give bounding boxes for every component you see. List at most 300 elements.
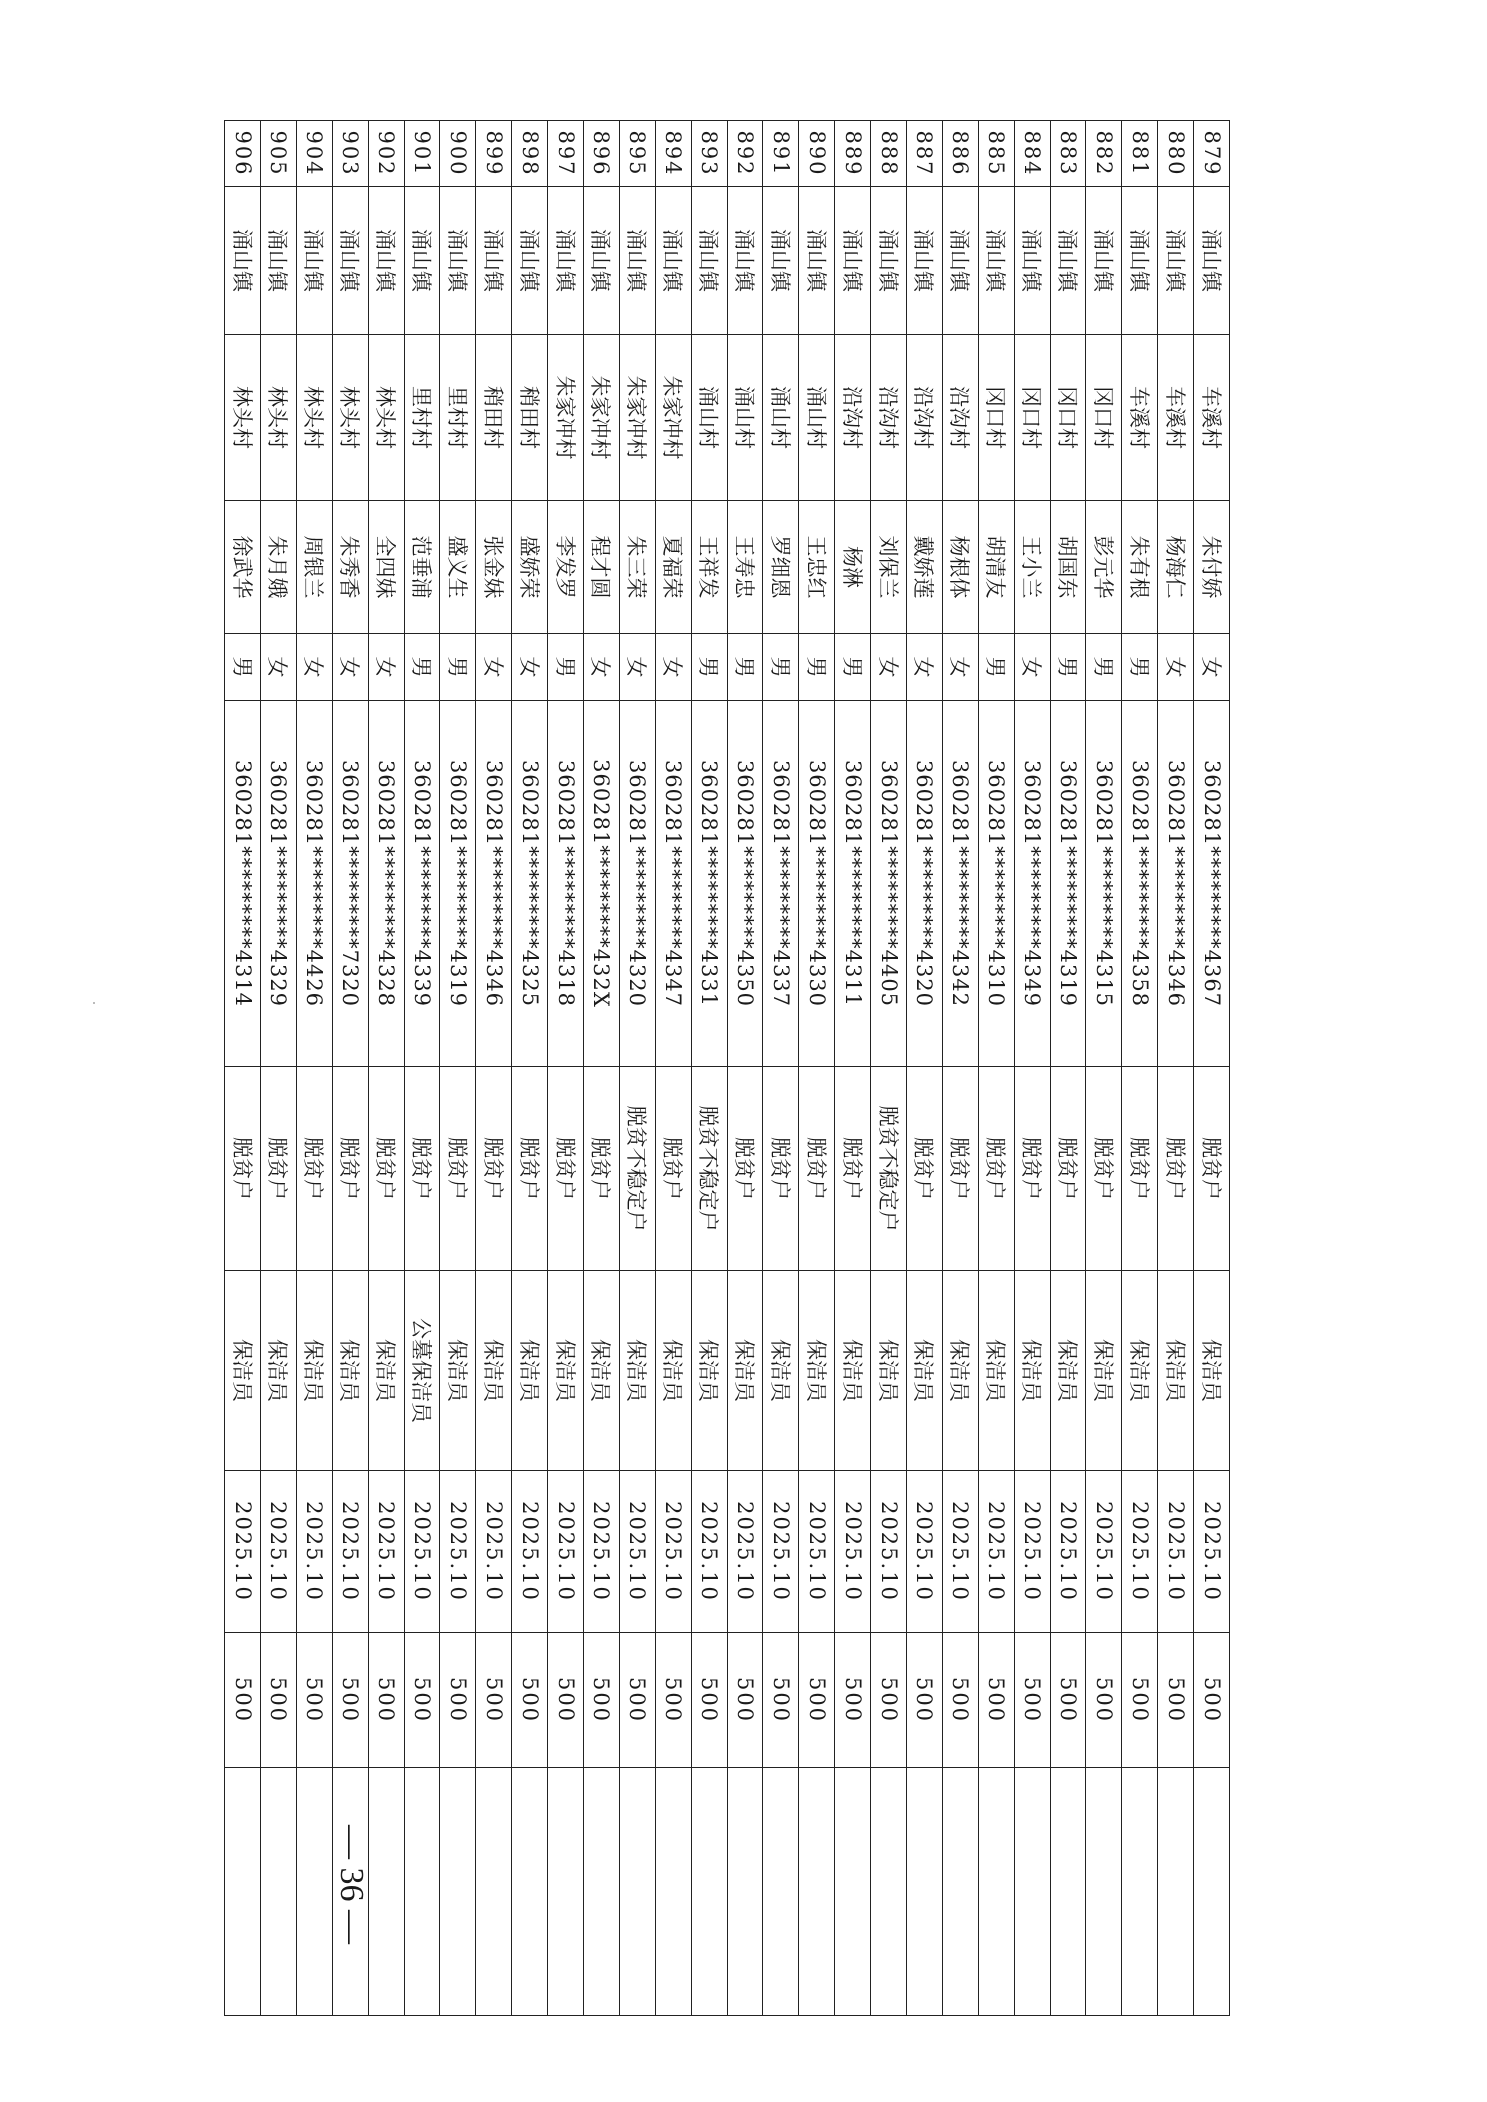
- start-month-cell: 2025.10: [548, 1471, 584, 1633]
- start-month-cell: 2025.10: [691, 1471, 727, 1633]
- remarks-cell: [1086, 1768, 1122, 2016]
- subsidy-amount-cell: 500: [906, 1633, 942, 1768]
- id-number-cell: 360281*********4337: [763, 701, 799, 1067]
- village-cell: 车溪村: [1194, 335, 1230, 501]
- row-number-cell: 905: [260, 121, 296, 187]
- start-month-cell: 2025.10: [655, 1471, 691, 1633]
- job-position-cell: 保洁员: [1122, 1271, 1158, 1471]
- rotated-table-container: [225, 120, 1230, 1915]
- village-cell: 冈口村: [978, 335, 1014, 501]
- subsidy-amount-cell: 500: [260, 1633, 296, 1768]
- row-number-cell: 892: [727, 121, 763, 187]
- start-month-cell: 2025.10: [763, 1471, 799, 1633]
- table-row: [368, 121, 404, 2016]
- job-position-cell: 保洁员: [548, 1271, 584, 1471]
- employment-subsidy-table: [224, 120, 1230, 2016]
- subsidy-amount-cell: 500: [512, 1633, 548, 1768]
- row-number-cell: 889: [835, 121, 871, 187]
- row-number-cell: 899: [476, 121, 512, 187]
- village-cell: 林头村: [225, 335, 261, 501]
- village-cell: 林头村: [368, 335, 404, 501]
- household-type-cell: 脱贫户: [835, 1067, 871, 1271]
- person-name-cell: 程才圆: [583, 501, 619, 634]
- id-number-cell: 360281*********4346: [476, 701, 512, 1067]
- village-cell: 里村村: [404, 335, 440, 501]
- town-cell: 涌山镇: [1086, 187, 1122, 335]
- job-position-cell: 保洁员: [835, 1271, 871, 1471]
- person-name-cell: 王小兰: [1014, 501, 1050, 634]
- job-position-cell: 保洁员: [871, 1271, 907, 1471]
- gender-cell: 女: [1194, 634, 1230, 701]
- household-type-cell: 脱贫户: [727, 1067, 763, 1271]
- town-cell: 涌山镇: [225, 187, 261, 335]
- town-cell: 涌山镇: [835, 187, 871, 335]
- start-month-cell: 2025.10: [440, 1471, 476, 1633]
- person-name-cell: 盛娇荣: [512, 501, 548, 634]
- remarks-cell: [835, 1768, 871, 2016]
- row-number-cell: 897: [548, 121, 584, 187]
- start-month-cell: 2025.10: [1086, 1471, 1122, 1633]
- remarks-cell: [476, 1768, 512, 2016]
- subsidy-amount-cell: 500: [942, 1633, 978, 1768]
- id-number-cell: 360281*********4331: [691, 701, 727, 1067]
- village-cell: 涌山村: [727, 335, 763, 501]
- household-type-cell: 脱贫户: [799, 1067, 835, 1271]
- row-number-cell: 903: [332, 121, 368, 187]
- job-position-cell: 保洁员: [1050, 1271, 1086, 1471]
- id-number-cell: 360281*********4349: [1014, 701, 1050, 1067]
- start-month-cell: 2025.10: [512, 1471, 548, 1633]
- id-number-cell: 360281*********4320: [906, 701, 942, 1067]
- household-type-cell: 脱贫户: [1086, 1067, 1122, 1271]
- village-cell: 涌山村: [691, 335, 727, 501]
- id-number-cell: 360281*********4315: [1086, 701, 1122, 1067]
- village-cell: 朱家冲村: [583, 335, 619, 501]
- person-name-cell: 朱三荣: [619, 501, 655, 634]
- id-number-cell: 360281*********4350: [727, 701, 763, 1067]
- row-number-cell: 885: [978, 121, 1014, 187]
- gender-cell: 男: [440, 634, 476, 701]
- household-type-cell: 脱贫户: [260, 1067, 296, 1271]
- subsidy-amount-cell: 500: [763, 1633, 799, 1768]
- person-name-cell: 李发罗: [548, 501, 584, 634]
- subsidy-amount-cell: 500: [835, 1633, 871, 1768]
- id-number-cell: 360281*********7320: [332, 701, 368, 1067]
- start-month-cell: 2025.10: [799, 1471, 835, 1633]
- subsidy-amount-cell: 500: [332, 1633, 368, 1768]
- town-cell: 涌山镇: [404, 187, 440, 335]
- table-row: [332, 121, 368, 2016]
- table-row: [763, 121, 799, 2016]
- town-cell: 涌山镇: [332, 187, 368, 335]
- start-month-cell: 2025.10: [296, 1471, 332, 1633]
- gender-cell: 女: [871, 634, 907, 701]
- household-type-cell: 脱贫户: [1014, 1067, 1050, 1271]
- subsidy-amount-cell: 500: [368, 1633, 404, 1768]
- job-position-cell: 保洁员: [1086, 1271, 1122, 1471]
- household-type-cell: 脱贫户: [296, 1067, 332, 1271]
- id-number-cell: 360281*********4330: [799, 701, 835, 1067]
- table-row: [476, 121, 512, 2016]
- start-month-cell: 2025.10: [727, 1471, 763, 1633]
- row-number-cell: 904: [296, 121, 332, 187]
- town-cell: 涌山镇: [619, 187, 655, 335]
- table-row: [225, 121, 261, 2016]
- household-type-cell: 脱贫户: [906, 1067, 942, 1271]
- village-cell: 冈口村: [1050, 335, 1086, 501]
- household-type-cell: 脱贫户: [332, 1067, 368, 1271]
- remarks-cell: [1122, 1768, 1158, 2016]
- row-number-cell: 895: [619, 121, 655, 187]
- gender-cell: 男: [404, 634, 440, 701]
- job-position-cell: 保洁员: [368, 1271, 404, 1471]
- town-cell: 涌山镇: [512, 187, 548, 335]
- job-position-cell: 公墓保洁员: [404, 1271, 440, 1471]
- id-number-cell: 360281*********432X: [583, 701, 619, 1067]
- town-cell: 涌山镇: [260, 187, 296, 335]
- town-cell: 涌山镇: [296, 187, 332, 335]
- town-cell: 涌山镇: [548, 187, 584, 335]
- remarks-cell: [440, 1768, 476, 2016]
- town-cell: 涌山镇: [476, 187, 512, 335]
- person-name-cell: 胡清友: [978, 501, 1014, 634]
- household-type-cell: 脱贫不稳定户: [619, 1067, 655, 1271]
- table-row: [691, 121, 727, 2016]
- id-number-cell: 360281*********4318: [548, 701, 584, 1067]
- job-position-cell: 保洁员: [906, 1271, 942, 1471]
- row-number-cell: 891: [763, 121, 799, 187]
- person-name-cell: 盛义生: [440, 501, 476, 634]
- gender-cell: 女: [942, 634, 978, 701]
- town-cell: 涌山镇: [727, 187, 763, 335]
- table-row: [906, 121, 942, 2016]
- town-cell: 涌山镇: [1014, 187, 1050, 335]
- start-month-cell: 2025.10: [332, 1471, 368, 1633]
- subsidy-amount-cell: 500: [799, 1633, 835, 1768]
- remarks-cell: [727, 1768, 763, 2016]
- job-position-cell: 保洁员: [799, 1271, 835, 1471]
- remarks-cell: [763, 1768, 799, 2016]
- remarks-cell: [368, 1768, 404, 2016]
- remarks-cell: [404, 1768, 440, 2016]
- remarks-cell: [1194, 1768, 1230, 2016]
- table-row: [1086, 121, 1122, 2016]
- household-type-cell: 脱贫户: [1050, 1067, 1086, 1271]
- job-position-cell: 保洁员: [1158, 1271, 1194, 1471]
- job-position-cell: 保洁员: [763, 1271, 799, 1471]
- remarks-cell: [583, 1768, 619, 2016]
- row-number-cell: 894: [655, 121, 691, 187]
- person-name-cell: 全四妹: [368, 501, 404, 634]
- remarks-cell: [225, 1768, 261, 2016]
- start-month-cell: 2025.10: [1158, 1471, 1194, 1633]
- job-position-cell: 保洁员: [978, 1271, 1014, 1471]
- row-number-cell: 886: [942, 121, 978, 187]
- household-type-cell: 脱贫户: [512, 1067, 548, 1271]
- job-position-cell: 保洁员: [225, 1271, 261, 1471]
- subsidy-amount-cell: 500: [871, 1633, 907, 1768]
- table-row: [583, 121, 619, 2016]
- village-cell: 稍田村: [476, 335, 512, 501]
- gender-cell: 男: [763, 634, 799, 701]
- subsidy-amount-cell: 500: [1122, 1633, 1158, 1768]
- town-cell: 涌山镇: [1122, 187, 1158, 335]
- table-row: [1158, 121, 1194, 2016]
- town-cell: 涌山镇: [978, 187, 1014, 335]
- village-cell: 林头村: [332, 335, 368, 501]
- id-number-cell: 360281*********4339: [404, 701, 440, 1067]
- job-position-cell: 保洁员: [691, 1271, 727, 1471]
- village-cell: 冈口村: [1086, 335, 1122, 501]
- gender-cell: 男: [548, 634, 584, 701]
- row-number-cell: 906: [225, 121, 261, 187]
- household-type-cell: 脱贫户: [655, 1067, 691, 1271]
- person-name-cell: 戴娇莲: [906, 501, 942, 634]
- village-cell: 朱家冲村: [548, 335, 584, 501]
- town-cell: 涌山镇: [942, 187, 978, 335]
- id-number-cell: 360281*********4320: [619, 701, 655, 1067]
- gender-cell: 女: [655, 634, 691, 701]
- town-cell: 涌山镇: [368, 187, 404, 335]
- row-number-cell: 901: [404, 121, 440, 187]
- subsidy-amount-cell: 500: [1086, 1633, 1122, 1768]
- start-month-cell: 2025.10: [368, 1471, 404, 1633]
- row-number-cell: 882: [1086, 121, 1122, 187]
- household-type-cell: 脱贫户: [476, 1067, 512, 1271]
- start-month-cell: 2025.10: [835, 1471, 871, 1633]
- table-row: [260, 121, 296, 2016]
- job-position-cell: 保洁员: [476, 1271, 512, 1471]
- subsidy-amount-cell: 500: [978, 1633, 1014, 1768]
- table-row: [548, 121, 584, 2016]
- id-number-cell: 360281*********4314: [225, 701, 261, 1067]
- id-number-cell: 360281*********4329: [260, 701, 296, 1067]
- row-number-cell: 898: [512, 121, 548, 187]
- table-row: [1122, 121, 1158, 2016]
- start-month-cell: 2025.10: [225, 1471, 261, 1633]
- row-number-cell: 890: [799, 121, 835, 187]
- subsidy-amount-cell: 500: [1050, 1633, 1086, 1768]
- town-cell: 涌山镇: [1158, 187, 1194, 335]
- start-month-cell: 2025.10: [1014, 1471, 1050, 1633]
- row-number-cell: 887: [906, 121, 942, 187]
- remarks-cell: [1014, 1768, 1050, 2016]
- gender-cell: 男: [1050, 634, 1086, 701]
- scan-speck: [93, 1002, 95, 1004]
- table-body: [225, 121, 1230, 2016]
- village-cell: 林头村: [296, 335, 332, 501]
- gender-cell: 男: [799, 634, 835, 701]
- subsidy-amount-cell: 500: [691, 1633, 727, 1768]
- person-name-cell: 彭元华: [1086, 501, 1122, 634]
- gender-cell: 男: [727, 634, 763, 701]
- start-month-cell: 2025.10: [978, 1471, 1014, 1633]
- gender-cell: 男: [835, 634, 871, 701]
- person-name-cell: 杨根体: [942, 501, 978, 634]
- job-position-cell: 保洁员: [296, 1271, 332, 1471]
- start-month-cell: 2025.10: [583, 1471, 619, 1633]
- village-cell: 沿沟村: [835, 335, 871, 501]
- table-row: [871, 121, 907, 2016]
- village-cell: 林头村: [260, 335, 296, 501]
- village-cell: 朱家冲村: [655, 335, 691, 501]
- gender-cell: 女: [512, 634, 548, 701]
- id-number-cell: 360281*********4325: [512, 701, 548, 1067]
- village-cell: 涌山村: [763, 335, 799, 501]
- household-type-cell: 脱贫户: [404, 1067, 440, 1271]
- village-cell: 里村村: [440, 335, 476, 501]
- person-name-cell: 朱月娥: [260, 501, 296, 634]
- household-type-cell: 脱贫户: [942, 1067, 978, 1271]
- person-name-cell: 胡国东: [1050, 501, 1086, 634]
- household-type-cell: 脱贫户: [978, 1067, 1014, 1271]
- remarks-cell: [655, 1768, 691, 2016]
- household-type-cell: 脱贫户: [1194, 1067, 1230, 1271]
- id-number-cell: 360281*********4319: [440, 701, 476, 1067]
- row-number-cell: 896: [583, 121, 619, 187]
- person-name-cell: 张金妹: [476, 501, 512, 634]
- table-row: [655, 121, 691, 2016]
- id-number-cell: 360281*********4358: [1122, 701, 1158, 1067]
- subsidy-amount-cell: 500: [1194, 1633, 1230, 1768]
- table-row: [619, 121, 655, 2016]
- subsidy-amount-cell: 500: [404, 1633, 440, 1768]
- id-number-cell: 360281*********4311: [835, 701, 871, 1067]
- table-row: [727, 121, 763, 2016]
- id-number-cell: 360281*********4346: [1158, 701, 1194, 1067]
- start-month-cell: 2025.10: [404, 1471, 440, 1633]
- subsidy-amount-cell: 500: [619, 1633, 655, 1768]
- remarks-cell: [906, 1768, 942, 2016]
- village-cell: 车溪村: [1158, 335, 1194, 501]
- gender-cell: 女: [368, 634, 404, 701]
- row-number-cell: 883: [1050, 121, 1086, 187]
- person-name-cell: 徐武华: [225, 501, 261, 634]
- row-number-cell: 884: [1014, 121, 1050, 187]
- table-row: [1050, 121, 1086, 2016]
- subsidy-amount-cell: 500: [225, 1633, 261, 1768]
- gender-cell: 女: [619, 634, 655, 701]
- gender-cell: 男: [978, 634, 1014, 701]
- household-type-cell: 脱贫户: [440, 1067, 476, 1271]
- job-position-cell: 保洁员: [619, 1271, 655, 1471]
- gender-cell: 女: [332, 634, 368, 701]
- household-type-cell: 脱贫户: [548, 1067, 584, 1271]
- row-number-cell: 880: [1158, 121, 1194, 187]
- person-name-cell: 王寿忠: [727, 501, 763, 634]
- town-cell: 涌山镇: [1194, 187, 1230, 335]
- subsidy-amount-cell: 500: [1014, 1633, 1050, 1768]
- remarks-cell: [512, 1768, 548, 2016]
- village-cell: 沿沟村: [906, 335, 942, 501]
- person-name-cell: 罗细恩: [763, 501, 799, 634]
- id-number-cell: 360281*********4347: [655, 701, 691, 1067]
- remarks-cell: [1158, 1768, 1194, 2016]
- person-name-cell: 朱付娇: [1194, 501, 1230, 634]
- table-row: [942, 121, 978, 2016]
- village-cell: 沿沟村: [871, 335, 907, 501]
- table-row: [978, 121, 1014, 2016]
- row-number-cell: 881: [1122, 121, 1158, 187]
- person-name-cell: 周银兰: [296, 501, 332, 634]
- job-position-cell: 保洁员: [1014, 1271, 1050, 1471]
- town-cell: 涌山镇: [440, 187, 476, 335]
- table-row: [799, 121, 835, 2016]
- id-number-cell: 360281*********4367: [1194, 701, 1230, 1067]
- village-cell: 车溪村: [1122, 335, 1158, 501]
- page-number: — 36 —: [333, 1825, 370, 1944]
- gender-cell: 女: [1158, 634, 1194, 701]
- start-month-cell: 2025.10: [942, 1471, 978, 1633]
- row-number-cell: 902: [368, 121, 404, 187]
- subsidy-amount-cell: 500: [548, 1633, 584, 1768]
- table-row: [296, 121, 332, 2016]
- subsidy-amount-cell: 500: [296, 1633, 332, 1768]
- remarks-cell: [1050, 1768, 1086, 2016]
- remarks-cell: [260, 1768, 296, 2016]
- job-position-cell: 保洁员: [942, 1271, 978, 1471]
- table-row: [440, 121, 476, 2016]
- id-number-cell: 360281*********4342: [942, 701, 978, 1067]
- village-cell: 稍田村: [512, 335, 548, 501]
- town-cell: 涌山镇: [691, 187, 727, 335]
- gender-cell: 男: [691, 634, 727, 701]
- town-cell: 涌山镇: [1050, 187, 1086, 335]
- job-position-cell: 保洁员: [727, 1271, 763, 1471]
- household-type-cell: 脱贫户: [583, 1067, 619, 1271]
- village-cell: 涌山村: [799, 335, 835, 501]
- village-cell: 沿沟村: [942, 335, 978, 501]
- table-row: [1194, 121, 1230, 2016]
- subsidy-amount-cell: 500: [476, 1633, 512, 1768]
- household-type-cell: 脱贫不稳定户: [871, 1067, 907, 1271]
- subsidy-amount-cell: 500: [655, 1633, 691, 1768]
- row-number-cell: 893: [691, 121, 727, 187]
- table-row: [512, 121, 548, 2016]
- start-month-cell: 2025.10: [1194, 1471, 1230, 1633]
- subsidy-amount-cell: 500: [583, 1633, 619, 1768]
- remarks-cell: [691, 1768, 727, 2016]
- household-type-cell: 脱贫户: [368, 1067, 404, 1271]
- gender-cell: 女: [260, 634, 296, 701]
- household-type-cell: 脱贫不稳定户: [691, 1067, 727, 1271]
- remarks-cell: [799, 1768, 835, 2016]
- row-number-cell: 888: [871, 121, 907, 187]
- id-number-cell: 360281*********4426: [296, 701, 332, 1067]
- gender-cell: 女: [583, 634, 619, 701]
- id-number-cell: 360281*********4319: [1050, 701, 1086, 1067]
- person-name-cell: 王忠红: [799, 501, 835, 634]
- subsidy-amount-cell: 500: [440, 1633, 476, 1768]
- village-cell: 冈口村: [1014, 335, 1050, 501]
- start-month-cell: 2025.10: [476, 1471, 512, 1633]
- gender-cell: 男: [1122, 634, 1158, 701]
- household-type-cell: 脱贫户: [763, 1067, 799, 1271]
- gender-cell: 女: [296, 634, 332, 701]
- job-position-cell: 保洁员: [512, 1271, 548, 1471]
- gender-cell: 男: [1086, 634, 1122, 701]
- gender-cell: 女: [476, 634, 512, 701]
- start-month-cell: 2025.10: [619, 1471, 655, 1633]
- job-position-cell: 保洁员: [260, 1271, 296, 1471]
- start-month-cell: 2025.10: [906, 1471, 942, 1633]
- job-position-cell: 保洁员: [583, 1271, 619, 1471]
- remarks-cell: [871, 1768, 907, 2016]
- person-name-cell: 范垂浦: [404, 501, 440, 634]
- job-position-cell: 保洁员: [332, 1271, 368, 1471]
- person-name-cell: 朱秀香: [332, 501, 368, 634]
- town-cell: 涌山镇: [799, 187, 835, 335]
